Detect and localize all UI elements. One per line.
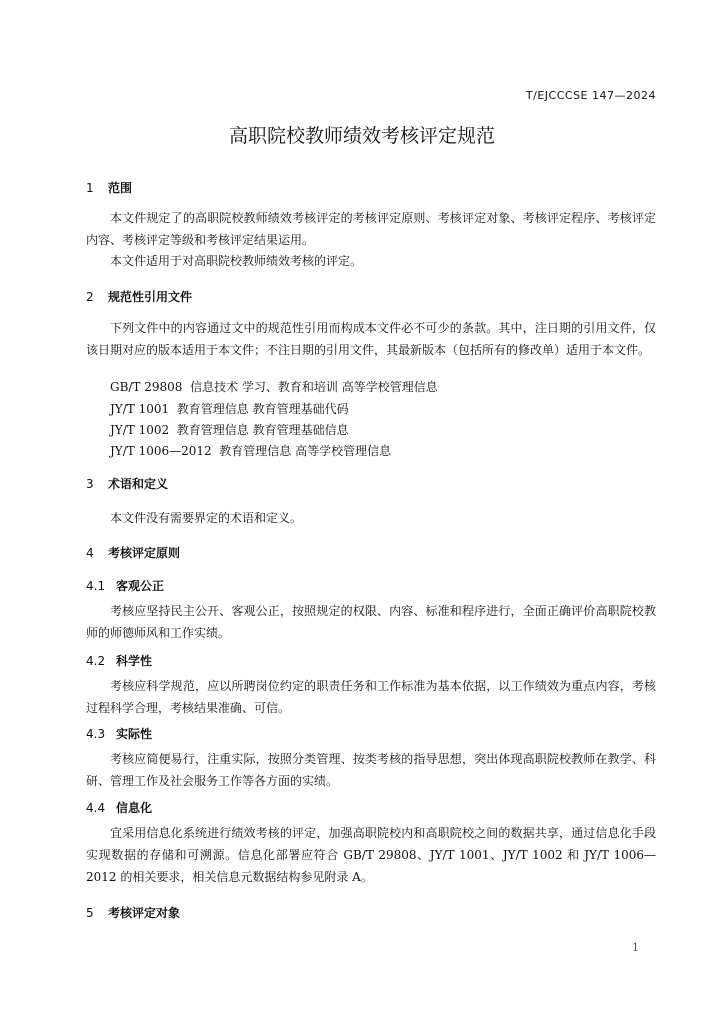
section-title: 术语和定义: [108, 477, 169, 491]
subsection-number: 4.2: [86, 654, 106, 668]
paragraph: 本文件没有需要界定的术语和定义。: [110, 511, 303, 525]
subsection-number: 4.3: [86, 727, 106, 741]
section-3-heading: [86, 475, 168, 492]
paragraph: 本文件适用于对高职院校教师绩效考核的评定。: [110, 254, 363, 268]
section-title: 范围: [108, 181, 133, 195]
subsection-title: 信息化: [116, 801, 153, 815]
subsection-title: 客观公正: [116, 579, 165, 593]
subsection-title: 实际性: [116, 727, 153, 741]
page-title: 高职院校教师绩效考核评定规范: [228, 125, 495, 147]
paragraph: 考核应科学规范，应以所聘岗位约定的职责任务和工作标准为基本依据，以工作绩效为重点内容，考核过程科学合理，考核结果准确、可信。: [86, 679, 656, 715]
normative-reference: JY/T 1001 教育管理信息 教育管理基础代码: [110, 402, 349, 416]
subsection-4-3-heading: [86, 725, 152, 742]
section-4-heading: [86, 544, 180, 561]
section-title: 考核评定原则: [108, 546, 181, 560]
normative-reference: JY/T 1002 教育管理信息 教育管理基础信息: [110, 423, 349, 437]
section-2-heading: [86, 288, 192, 305]
subsection-4-2-heading: [86, 652, 152, 669]
subsection-4-1-heading: [86, 577, 164, 594]
subsection-number: 4.1: [86, 579, 106, 593]
section-number: 2: [86, 290, 94, 304]
normative-reference: JY/T 1006—2012 教育管理信息 高等学校管理信息: [110, 444, 392, 458]
paragraph: 考核应坚持民主公开、客观公正，按照规定的权限、内容、标准和程序进行，全面正确评价高职院校教师的师德师风和工作实绩。: [86, 604, 656, 640]
paragraph: 下列文件中的内容通过文中的规范性引用而构成本文件必不可少的条款。其中，注日期的引用文件，仅该日期对应的版本适用于本文件；不注日期的引用文件，其最新版本（包括所有的修改单）适用于本文件。: [86, 321, 656, 357]
normative-reference: GB/T 29808 信息技术 学习、教育和培训 高等学校管理信息: [110, 380, 438, 394]
page-number: 1: [632, 941, 639, 954]
section-5-heading: [86, 904, 180, 921]
section-number: 4: [86, 546, 94, 560]
subsection-number: 4.4: [86, 801, 106, 815]
section-title: 考核评定对象: [108, 906, 181, 920]
paragraph: 宜采用信息化系统进行绩效考核的评定，加强高职院校内和高职院校之间的数据共享，通过信息化手段实现数据的存储和可溯源。信息化部署应符合 GB/T 29808、JY/T 1001、JY/T 1002 和 JY/T 1006—2012 的相关要求，相关信息元数据结构参见附录 A。: [86, 826, 656, 884]
standard-number: T/EJCCCSE 147—2024: [525, 89, 656, 102]
section-title: 规范性引用文件: [108, 290, 193, 304]
subsection-4-4-heading: [86, 799, 152, 816]
section-number: 3: [86, 477, 94, 491]
section-1-heading: [86, 179, 132, 196]
paragraph: 本文件规定了的高职院校教师绩效考核评定的考核评定原则、考核评定对象、考核评定程序、考核评定内容、考核评定等级和考核评定结果运用。: [86, 211, 656, 247]
section-number: 1: [86, 181, 94, 195]
section-number: 5: [86, 906, 94, 920]
subsection-title: 科学性: [116, 654, 153, 668]
paragraph: 考核应简便易行，注重实际，按照分类管理、按类考核的指导思想，突出体现高职院校教师在教学、科研、管理工作及社会服务工作等各方面的实绩。: [86, 752, 656, 788]
